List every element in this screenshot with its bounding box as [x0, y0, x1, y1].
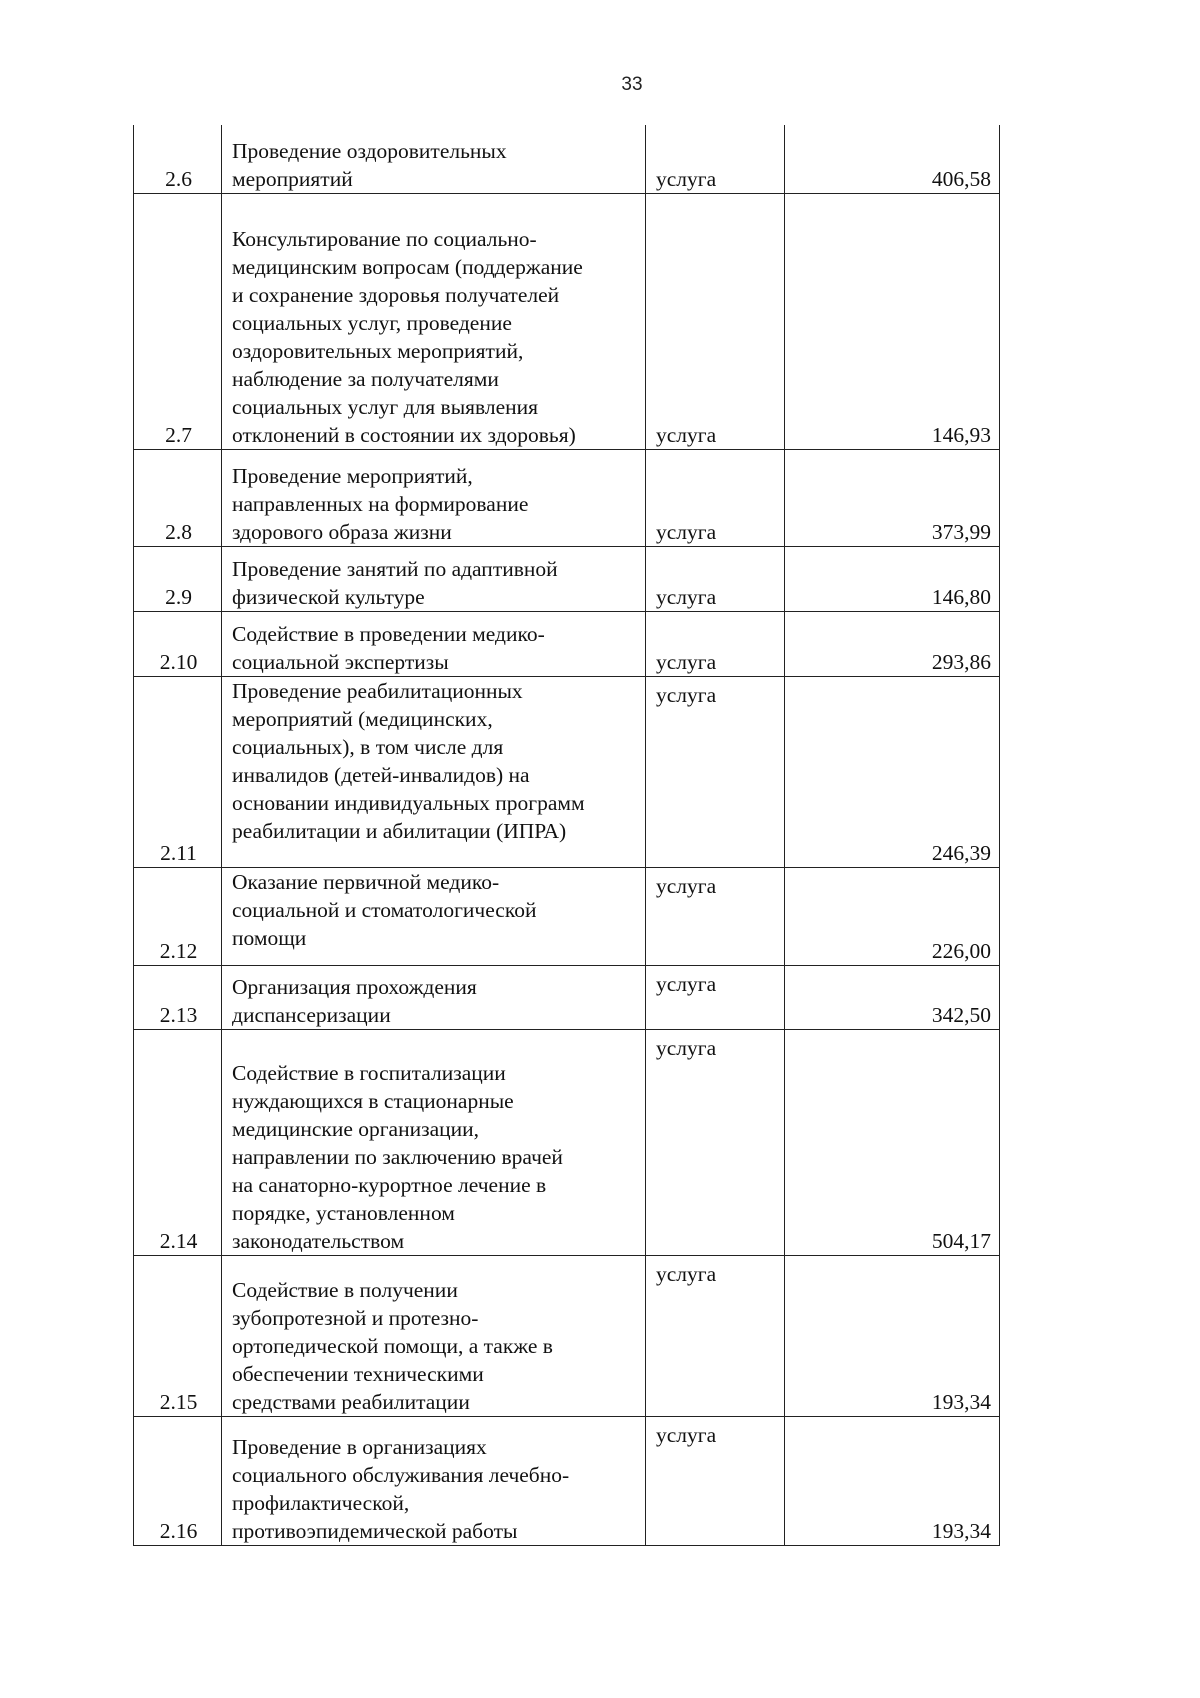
- service-name: Организация прохождения диспансеризации: [222, 965, 646, 1029]
- row-number: 2.16: [134, 1416, 222, 1545]
- price-cell: 406,58: [785, 125, 1000, 193]
- service-name: Консультирование по социально- медицинским вопросам (поддержание и сохранение здоровья получателей социальных услуг, проведение оздоровительных мероприятий, наблюдение за получателями социальных услуг для выявления отклонений в состоянии их здоровья): [222, 193, 646, 449]
- row-number: 2.8: [134, 449, 222, 546]
- row-number: 2.13: [134, 965, 222, 1029]
- unit-cell: услуга: [646, 193, 785, 449]
- service-name: Содействие в проведении медико- социальной экспертизы: [222, 611, 646, 676]
- table-row: [134, 1029, 1000, 1255]
- service-name: Проведение оздоровительных мероприятий: [222, 125, 646, 193]
- unit-cell: услуга: [646, 1029, 785, 1255]
- row-number: 2.11: [134, 676, 222, 867]
- price-cell: 193,34: [785, 1255, 1000, 1416]
- row-number: 2.12: [134, 867, 222, 965]
- row-number: 2.7: [134, 193, 222, 449]
- price-cell: 146,93: [785, 193, 1000, 449]
- service-name: Проведение реабилитационных мероприятий (медицинских, социальных), в том числе для инвалидов (детей-инвалидов) на основании индивидуальных программ реабилитации и абилитации (ИПРА): [222, 676, 646, 867]
- service-name: Содействие в госпитализации нуждающихся в стационарные медицинские организации, направлении по заключению врачей на санаторно-курортное лечение в порядке, установленном законодательством: [222, 1029, 646, 1255]
- table-row: [134, 193, 1000, 449]
- table-row: [134, 449, 1000, 546]
- table-row: [134, 546, 1000, 611]
- price-cell: 342,50: [785, 965, 1000, 1029]
- service-name: Оказание первичной медико- социальной и стоматологической помощи: [222, 867, 646, 965]
- service-name: Проведение мероприятий, направленных на формирование здорового образа жизни: [222, 449, 646, 546]
- service-name: Проведение в организациях социального обслуживания лечебно- профилактической, противоэпидемической работы: [222, 1416, 646, 1545]
- row-number: 2.10: [134, 611, 222, 676]
- price-cell: 226,00: [785, 867, 1000, 965]
- unit-cell: услуга: [646, 867, 785, 965]
- price-cell: 246,39: [785, 676, 1000, 867]
- table-row: [134, 611, 1000, 676]
- services-table: [133, 125, 1000, 1546]
- table-row: [134, 1255, 1000, 1416]
- unit-cell: услуга: [646, 1416, 785, 1545]
- row-number: 2.14: [134, 1029, 222, 1255]
- service-name: Содействие в получении зубопротезной и протезно- ортопедической помощи, а также в обеспечении техническими средствами реабилитации: [222, 1255, 646, 1416]
- row-number: 2.9: [134, 546, 222, 611]
- unit-cell: услуга: [646, 449, 785, 546]
- price-cell: 504,17: [785, 1029, 1000, 1255]
- price-cell: 293,86: [785, 611, 1000, 676]
- table-row: [134, 125, 1000, 193]
- unit-cell: услуга: [646, 676, 785, 867]
- page-number: 33: [621, 74, 643, 95]
- unit-cell: услуга: [646, 965, 785, 1029]
- table-row: [134, 867, 1000, 965]
- unit-cell: услуга: [646, 125, 785, 193]
- service-name: Проведение занятий по адаптивной физической культуре: [222, 546, 646, 611]
- price-cell: 146,80: [785, 546, 1000, 611]
- price-cell: 373,99: [785, 449, 1000, 546]
- table-row: [134, 1416, 1000, 1545]
- unit-cell: услуга: [646, 1255, 785, 1416]
- row-number: 2.6: [134, 125, 222, 193]
- table-row: [134, 965, 1000, 1029]
- unit-cell: услуга: [646, 546, 785, 611]
- price-cell: 193,34: [785, 1416, 1000, 1545]
- row-number: 2.15: [134, 1255, 222, 1416]
- table-row: [134, 676, 1000, 867]
- unit-cell: услуга: [646, 611, 785, 676]
